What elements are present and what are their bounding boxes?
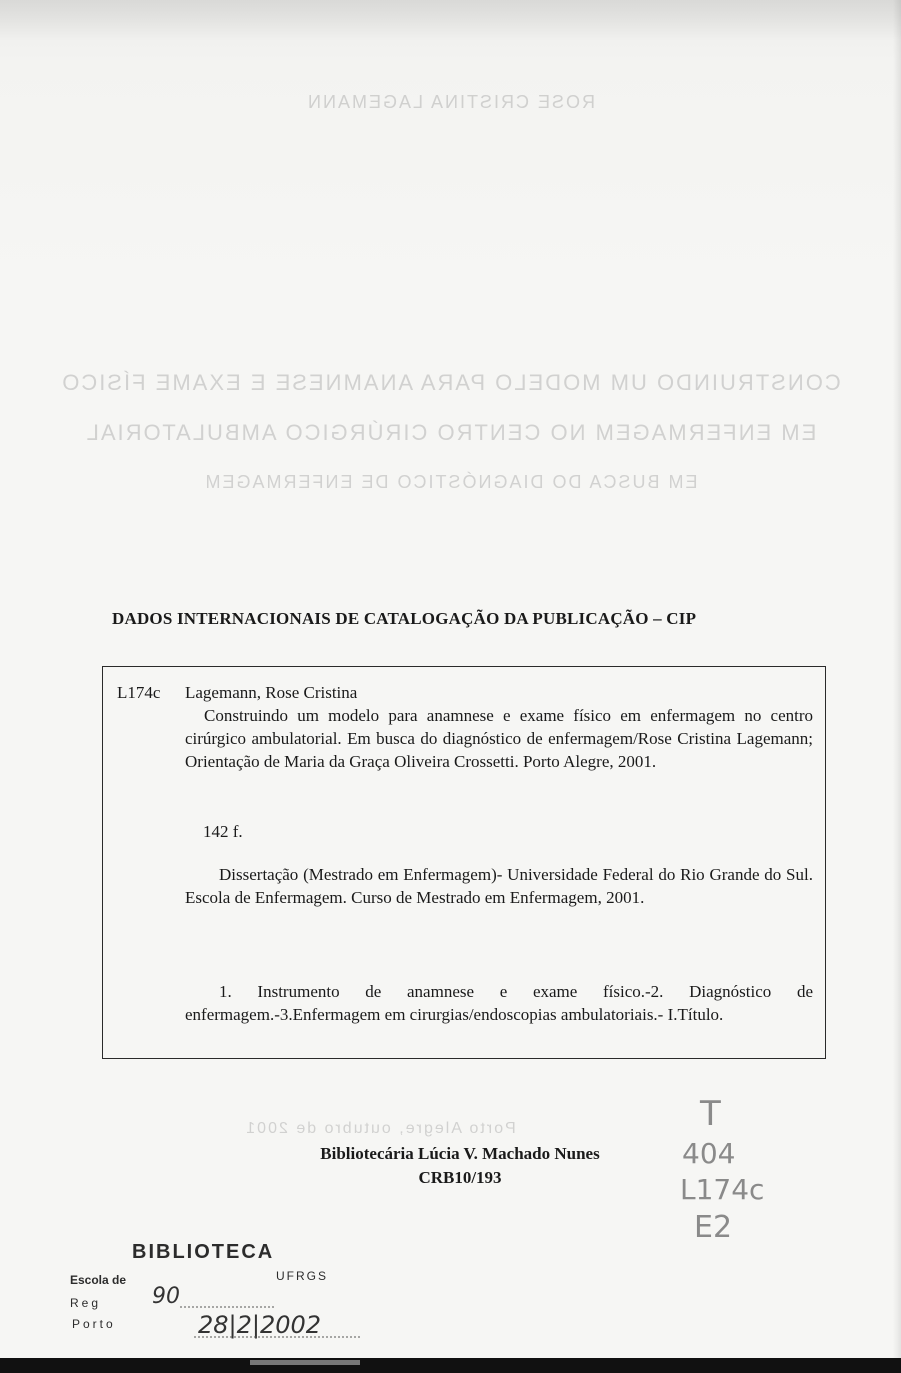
ghost-title-line-3: EM BUSCA DO DIAGNÓSTICO DE ENFERMAGEM [203, 472, 698, 492]
catalog-author: Lagemann, Rose Cristina [185, 683, 358, 702]
cip-heading: DADOS INTERNACIONAIS DE CATALOGAÇÃO DA PUBLICAÇÃO – CIP [112, 609, 697, 628]
catalog-pages: 142 f. [203, 822, 243, 841]
stamp-line-1: Escola de [70, 1273, 127, 1287]
ghost-title-line-1: CONSTRUINDO UM MODELO PARA ANAMNESE E EXAME FÍSICO [60, 370, 841, 395]
pencil-line-3: L174c [680, 1173, 765, 1206]
pencil-line-4: E2 [694, 1210, 733, 1245]
library-stamp [62, 1235, 382, 1345]
call-number: L174c [117, 683, 161, 702]
ghost-place-date: Porto Alegre, outubro de 2001 [244, 1120, 516, 1137]
stamp-header: BIBLIOTECA [132, 1241, 275, 1263]
librarian-block [260, 1142, 660, 1190]
ghost-author-name: ROSE CRISTINA LAGEMANN [305, 92, 596, 112]
scan-edge-shadow [893, 0, 901, 1373]
librarian-registration: CRB10/193 [418, 1168, 502, 1187]
pencil-annotation [672, 1095, 802, 1255]
catalog-dissertation-note: Dissertação (Mestrado em Enfermagem)- Universidade Federal do Rio Grande do Sul. Escola de Enfermagem. Curso de Mestrado em Enfermagem, 2001. [185, 865, 813, 907]
stamp-hand-number: 90 [152, 1284, 180, 1309]
ghost-title-line-2: EM ENFERMAGEM NO CENTRO CIRÚRGICO AMBULATORIAL [84, 420, 817, 445]
catalog-subjects: 1. Instrumento de anamnese e exame físico.-2. Diagnóstico de enfermagem.-3.Enfermagem em cirurgias/endoscopias ambulatoriais.- I.Título. [185, 982, 813, 1024]
scan-shadow [0, 0, 901, 40]
catalog-title-statement: Construindo um modelo para anamnese e exame físico em enfermagem no centro cirúrgico ambulatorial. Em busca do diagnóstico de enfermagem/Rose Cristina Lagemann; Orientação de Maria da Graça Oliveira Crossetti. Porto Alegre, 2001. [185, 706, 813, 771]
stamp-line-2: Reg [70, 1296, 102, 1310]
stamp-hand-date: 28|2|2002 [198, 1311, 322, 1339]
stamp-handwriting [146, 1275, 386, 1345]
stamp-line-3: Porto [72, 1317, 116, 1331]
catalog-card [102, 666, 826, 1059]
scan-bottom-edge [0, 1358, 901, 1373]
pencil-line-1: T [700, 1095, 721, 1134]
librarian-name: Bibliotecária Lúcia V. Machado Nunes [320, 1144, 600, 1163]
stamp-institution: UFRGS [276, 1269, 328, 1283]
pencil-line-2: 404 [682, 1137, 736, 1170]
